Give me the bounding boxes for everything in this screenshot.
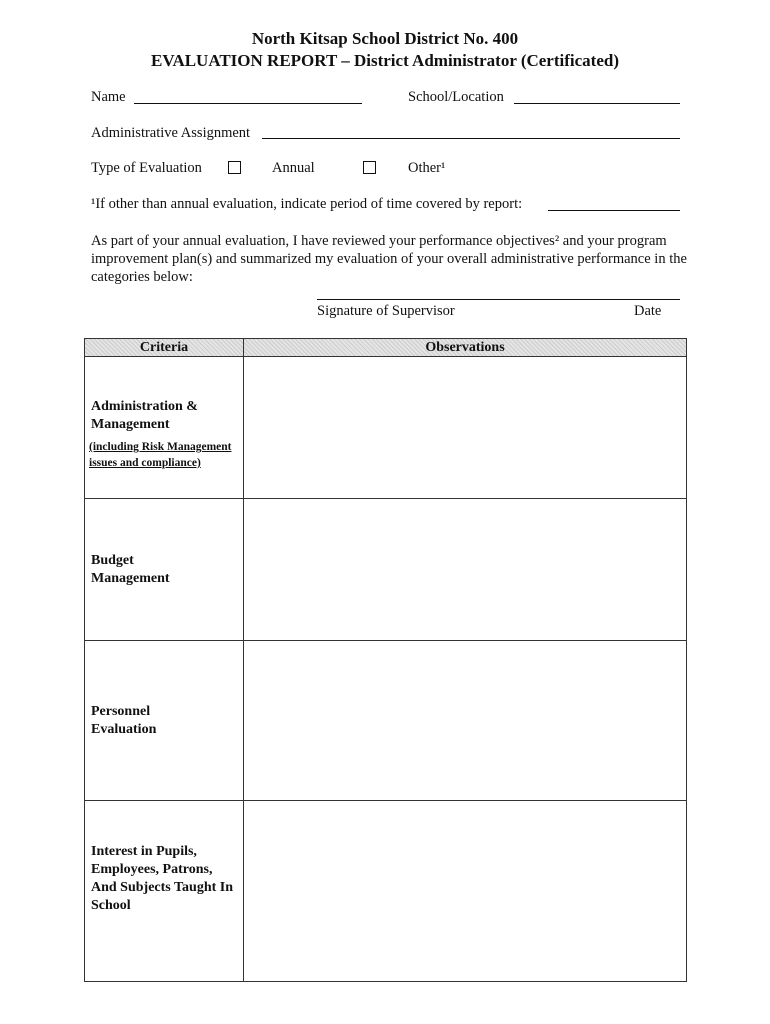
annual-checkbox[interactable] <box>228 161 241 174</box>
table-header-row <box>85 339 687 357</box>
table-row <box>85 499 687 641</box>
criteria-label: Interest in Pupils, Employees, Patrons, And Subjects Taught In School <box>91 844 234 913</box>
date-label: Date <box>634 303 662 319</box>
criteria-label: Personnel Evaluation <box>91 703 157 737</box>
name-field[interactable] <box>134 103 362 104</box>
criteria-label: Administration & Management <box>91 399 198 432</box>
other-label: Other¹ <box>408 160 446 176</box>
evaluation-statement: As part of your annual evaluation, I have reviewed your performance objectives² and your program improvement plan(s) and summarized my evaluation of your overall administrative performance in the categories below: <box>91 233 687 285</box>
observations-cell[interactable] <box>244 641 687 801</box>
name-label: Name <box>91 89 126 105</box>
table-row <box>85 801 687 982</box>
school-location-field[interactable] <box>514 103 680 104</box>
evaluation-table <box>84 338 687 982</box>
assignment-label: Administrative Assignment <box>91 125 251 141</box>
table-row <box>85 641 687 801</box>
assignment-field[interactable] <box>262 138 680 139</box>
signature-field[interactable] <box>317 299 680 300</box>
period-field[interactable] <box>548 210 680 211</box>
report-title: EVALUATION REPORT – District Administrator (Certificated) <box>151 51 619 70</box>
period-footnote: ¹If other than annual evaluation, indicate period of time covered by report: <box>91 196 523 212</box>
observations-cell[interactable] <box>244 357 687 499</box>
evaluation-type-label: Type of Evaluation <box>91 160 202 176</box>
district-title: North Kitsap School District No. 400 <box>251 29 519 48</box>
criteria-cell <box>85 499 244 641</box>
criteria-label: Budget Management <box>91 552 170 586</box>
criteria-note: (including Risk Management issues and compliance) <box>89 441 232 469</box>
table-row <box>85 357 687 499</box>
annual-label: Annual <box>272 160 315 176</box>
observations-cell[interactable] <box>244 499 687 641</box>
criteria-cell <box>85 357 244 499</box>
other-checkbox[interactable] <box>363 161 376 174</box>
signature-label: Signature of Supervisor <box>317 303 455 319</box>
school-location-label: School/Location <box>408 89 504 105</box>
criteria-cell <box>85 641 244 801</box>
observations-cell[interactable] <box>244 801 687 982</box>
criteria-cell <box>85 801 244 982</box>
criteria-header: Criteria <box>85 339 244 357</box>
observations-header: Observations <box>244 339 687 357</box>
